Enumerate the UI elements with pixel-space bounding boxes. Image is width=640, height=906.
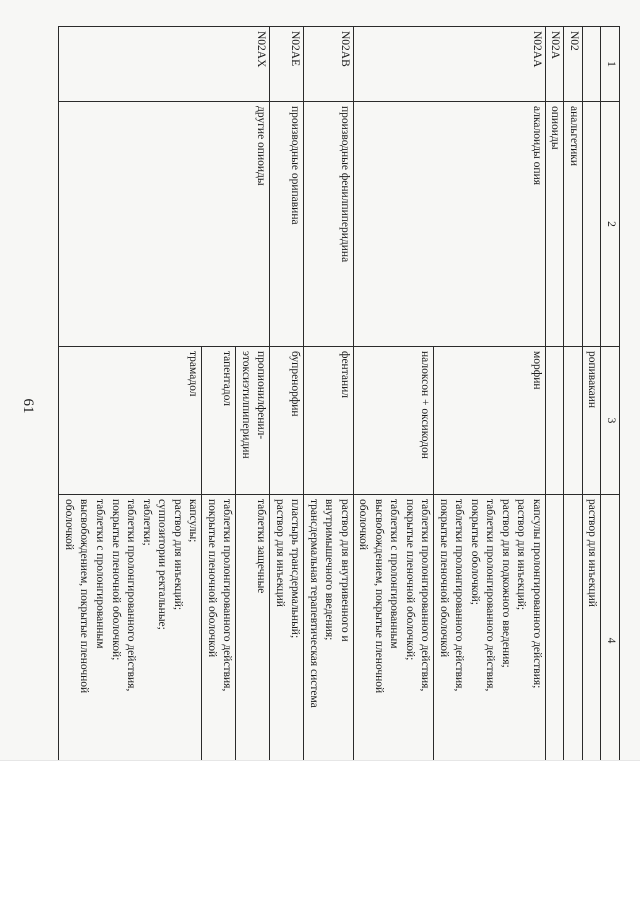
dosage-form-line: таблетки защечные <box>255 499 268 594</box>
table-row <box>434 27 546 787</box>
atc-code-cell: N02AA <box>434 27 546 102</box>
substance-cell: тапентадол <box>202 347 236 495</box>
dosage-form-line: таблетки пролонгированного действия, <box>221 499 234 692</box>
rotated-content <box>20 26 620 786</box>
column-number-3: 3 <box>601 347 620 495</box>
group-name-cell <box>582 102 601 347</box>
atc-code-cell <box>202 27 236 102</box>
dosage-form-line: пластырь трансдермальный; <box>289 499 302 639</box>
atc-code-cell: N02A <box>545 27 564 102</box>
dosage-form-line: внутримышечного введения; <box>323 499 336 641</box>
group-name-cell <box>353 102 434 347</box>
table-row <box>236 27 270 787</box>
table-row <box>304 27 354 787</box>
blank-margin <box>0 760 640 906</box>
group-name-cell <box>202 102 236 347</box>
dosage-form-line: покрытые пленочной оболочкой; <box>109 499 122 661</box>
dosage-form-line: раствор для инъекций; <box>171 499 184 611</box>
dosage-form-line: раствор для внутривенного и <box>338 499 351 642</box>
dosage-form-line: покрытые пленочной оболочкой <box>205 499 218 658</box>
dosage-forms-cell <box>582 495 601 787</box>
group-name-cell: алкалоиды опия <box>434 102 546 347</box>
dosage-form-line: трансдермальная терапевтическая система <box>307 499 320 708</box>
dosage-form-line: таблетки; <box>140 499 153 546</box>
table-row <box>59 27 202 787</box>
group-name-cell: другие опиоиды <box>236 102 270 347</box>
column-number-4: 4 <box>601 495 620 787</box>
dosage-form-line: покрытые пленочной оболочкой; <box>403 499 416 661</box>
dosage-form-line: таблетки пролонгированного действия, <box>419 499 432 692</box>
substance-cell: морфин <box>434 347 546 495</box>
table-row <box>202 27 236 787</box>
column-number-1: 1 <box>601 27 620 102</box>
group-name-cell: производные орипавина <box>270 102 304 347</box>
dosage-form-line: покрытые оболочкой; <box>468 499 481 605</box>
dosage-forms-cell <box>545 495 564 787</box>
dosage-forms-cell <box>236 495 270 787</box>
substance-cell: бупренорфин <box>270 347 304 495</box>
dosage-form-line: раствор для подкожного введения; <box>499 499 512 668</box>
dosage-form-line: суппозитории ректальные; <box>156 499 169 630</box>
dosage-form-line: высвобождением, покрытые пленочной <box>372 499 385 694</box>
substance-cell: пропионилфенил-этоксиэтилпиперидин <box>236 347 270 495</box>
substance-cell <box>545 347 564 495</box>
group-name-cell <box>59 102 202 347</box>
dosage-form-line: таблетки с пролонгированным <box>388 499 401 649</box>
group-name-cell: анальгетики <box>564 102 583 347</box>
atc-code-cell: N02AB <box>304 27 354 102</box>
dosage-form-line: таблетки с пролонгированным <box>94 499 107 649</box>
dosage-forms-cell <box>353 495 434 787</box>
dosage-form-line: оболочкой <box>357 499 370 551</box>
dosage-form-line: капсулы; <box>187 499 200 543</box>
atc-code-cell <box>582 27 601 102</box>
column-number-2: 2 <box>601 102 620 347</box>
table-row <box>545 27 564 787</box>
dosage-form-line: оболочкой <box>62 499 75 551</box>
substance-cell: ропивакаин <box>582 347 601 495</box>
dosage-form-line: раствор для инъекций; <box>515 499 528 611</box>
group-name-cell: производные фенилпиперидина <box>304 102 354 347</box>
page-number: 61 <box>20 398 36 414</box>
atc-code-cell: N02AX <box>236 27 270 102</box>
dosage-forms-cell <box>434 495 546 787</box>
dosage-form-line: покрытые пленочной оболочкой <box>437 499 450 658</box>
table-row <box>270 27 304 787</box>
dosage-form-line: таблетки пролонгированного действия, <box>484 499 497 692</box>
dosage-form-line: таблетки пролонгированного действия, <box>453 499 466 692</box>
dosage-form-line: таблетки пролонгированного действия, <box>125 499 138 692</box>
atc-code-cell <box>59 27 202 102</box>
dosage-forms-cell <box>564 495 583 787</box>
dosage-form-line: раствор для инъекций <box>586 499 599 607</box>
atc-code-cell <box>353 27 434 102</box>
substance-cell: трамадол <box>59 347 202 495</box>
drug-classification-table <box>58 26 620 787</box>
substance-cell: фентанил <box>304 347 354 495</box>
group-name-cell: опиоиды <box>545 102 564 347</box>
column-number-row <box>601 27 620 787</box>
substance-cell: налоксон + оксикодон <box>353 347 434 495</box>
substance-cell <box>564 347 583 495</box>
dosage-forms-cell <box>59 495 202 787</box>
table-row <box>353 27 434 787</box>
dosage-form-line: высвобождением, покрытые пленочной <box>78 499 91 694</box>
dosage-form-line: раствор для инъекций <box>273 499 286 607</box>
dosage-forms-cell <box>304 495 354 787</box>
table-row <box>582 27 601 787</box>
table-row <box>564 27 583 787</box>
atc-code-cell: N02 <box>564 27 583 102</box>
atc-code-cell: N02AE <box>270 27 304 102</box>
dosage-forms-cell <box>202 495 236 787</box>
dosage-forms-cell <box>270 495 304 787</box>
dosage-form-line: капсулы пролонгированного действия; <box>530 499 543 689</box>
